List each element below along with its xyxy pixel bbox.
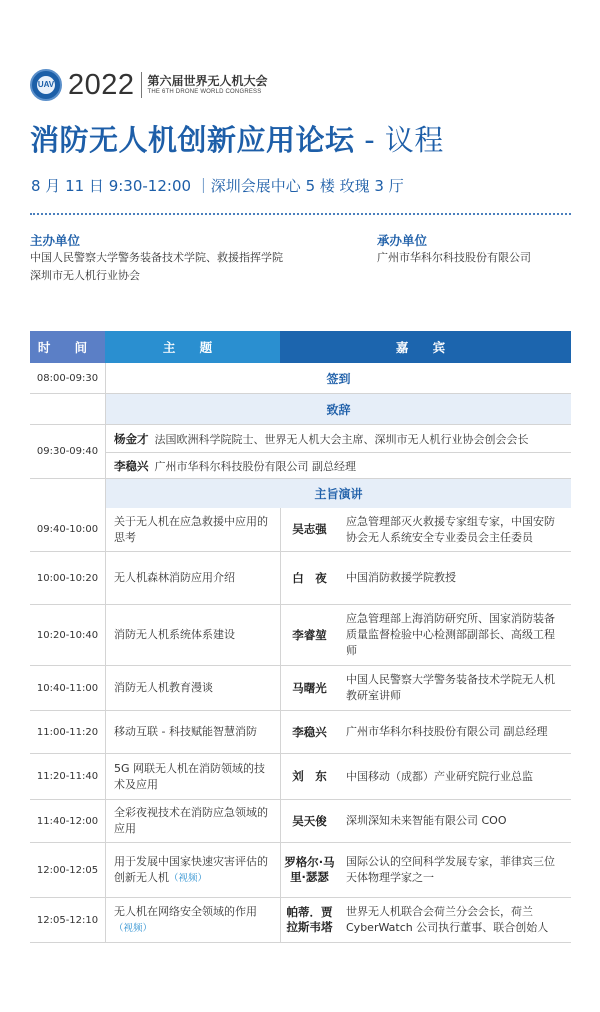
- row-topic: [105, 508, 280, 551]
- speaker-name: 李稳兴: [114, 458, 149, 473]
- co-organizer-line: 广州市华科尔科技股份有限公司: [377, 251, 531, 264]
- page-title-main: 消防无人机创新应用论坛: [30, 123, 355, 157]
- speaker-desc: 中国人民警察大学警务装备技术学院无人机教研室讲师: [346, 673, 555, 702]
- event-time-location: 8 月 11 日 9:30-12:00 ｜深圳会展中心 5 楼 玫瑰 3 厅: [31, 177, 404, 195]
- agenda-table: [30, 363, 571, 943]
- congress-name-cn: 第六届世界无人机大会: [147, 73, 268, 88]
- speaker-desc: 应急管理部灭火救援专家组专家，中国安防协会无人系统安全专业委员会主任委员: [346, 514, 555, 544]
- welcome-speaker: [106, 452, 571, 478]
- uav-logo-icon: UAV: [30, 69, 62, 101]
- table-row: [30, 665, 571, 710]
- row-time-empty: [30, 394, 105, 424]
- host-line: 中国人民警察大学警务装备技术学院、救援指挥学院: [30, 251, 283, 264]
- row-topic-text: [114, 627, 235, 643]
- row-time: 10:20-10:40: [36, 629, 99, 641]
- row-time: 11:00-11:20: [36, 726, 99, 738]
- table-row-welcome-section: [30, 393, 571, 424]
- speaker-name: 李稳兴: [280, 711, 338, 753]
- host-line: 深圳市无人机行业协会: [30, 269, 140, 282]
- row-time: 11:40-12:00: [36, 815, 99, 827]
- table-row: [30, 604, 571, 665]
- header-divider: [141, 72, 142, 98]
- speaker-name: 李睿堃: [280, 605, 338, 665]
- table-row-signin: [30, 363, 571, 393]
- row-topic: [105, 754, 280, 799]
- header-time: 时 间: [30, 331, 105, 363]
- row-time: 09:40-10:00: [36, 524, 99, 535]
- table-row: [30, 710, 571, 753]
- speaker-name: 刘 东: [280, 754, 338, 799]
- welcome-speakers: [105, 425, 571, 478]
- topic-title: 移动互联 - 科技赋能智慧消防: [114, 725, 257, 738]
- row-time: 12:05-12:10: [36, 914, 99, 926]
- signin-label: 签到: [105, 363, 571, 393]
- topic-title: 关于无人机在应急救援中应用的思考: [114, 514, 268, 544]
- row-topic-text: [114, 570, 235, 586]
- header-topic: 主 题: [105, 331, 280, 363]
- page-title: [30, 118, 444, 159]
- row-topic: [105, 800, 280, 842]
- agenda-table-header: [30, 331, 571, 363]
- speaker-name: 帕蒂．贾拉斯韦塔: [280, 898, 338, 942]
- topic-title: 消防无人机系统体系建设: [114, 628, 235, 641]
- dotted-divider: [30, 213, 571, 215]
- host-list: [30, 249, 283, 285]
- row-topic-text: [114, 904, 272, 937]
- table-row: [30, 842, 571, 897]
- table-row: [30, 753, 571, 799]
- row-time: 12:00-12:05: [36, 864, 99, 876]
- co-organizer-list: [377, 249, 531, 267]
- table-row-keynote-section: [30, 478, 571, 508]
- congress-name-en: THE 6TH DRONE WORLD CONGRESS: [147, 88, 262, 95]
- speaker-desc: 法国欧洲科学院院士、世界无人机大会主席、深圳市无人机行业协会创会会长: [154, 432, 529, 446]
- topic-title: 用于发展中国家快速灾害评估的创新无人机: [114, 854, 268, 884]
- topic-title: 消防无人机教育漫谈: [114, 681, 213, 694]
- host-label: 主办单位: [30, 233, 81, 248]
- table-row: [30, 799, 571, 842]
- row-topic-text: [114, 761, 272, 793]
- congress-name: [148, 74, 268, 97]
- row-topic: [105, 898, 280, 942]
- row-time-empty: [30, 479, 105, 508]
- row-topic: [105, 843, 280, 897]
- row-time: 09:30-09:40: [36, 446, 99, 457]
- keynote-section-label: 主旨演讲: [105, 479, 571, 508]
- congress-header: [30, 68, 268, 102]
- video-tag: （视频）: [114, 922, 153, 934]
- row-topic-text: [114, 854, 272, 887]
- table-row: [30, 508, 571, 551]
- table-row: [30, 897, 571, 942]
- row-topic-text: [114, 724, 257, 740]
- topic-title: 无人机森林消防应用介绍: [114, 571, 235, 584]
- row-topic: [105, 552, 280, 604]
- row-time: 10:40-11:00: [36, 682, 99, 694]
- speaker-desc: 世界无人机联合会荷兰分会会长，荷兰 CyberWatch 公司执行董事、联合创始人: [346, 905, 549, 934]
- co-organizer-label: 承办单位: [377, 233, 428, 248]
- row-topic: [105, 711, 280, 753]
- speaker-desc: 中国移动（成都）产业研究院行业总监: [346, 769, 533, 783]
- row-topic-text: [114, 680, 213, 696]
- topic-title: 5G 网联无人机在消防领域的技术及应用: [114, 761, 266, 791]
- welcome-speaker: [106, 425, 571, 452]
- video-tag: （视频）: [169, 872, 208, 884]
- speaker-name: 白 夜: [280, 552, 338, 604]
- congress-year: 2022: [68, 68, 135, 101]
- row-topic: [105, 666, 280, 710]
- table-row: [30, 551, 571, 604]
- welcome-section-label: 致辞: [105, 394, 571, 424]
- topic-title: 全彩夜视技术在消防应急领域的应用: [114, 806, 268, 835]
- row-time: 11:20-11:40: [36, 771, 99, 782]
- row-topic: [105, 605, 280, 665]
- speaker-name: 马曙光: [280, 666, 338, 710]
- row-time: 08:00-09:30: [36, 372, 99, 384]
- speaker-desc: 广州市华科尔科技股份有限公司 副总经理: [346, 725, 548, 738]
- speaker-desc: 应急管理部上海消防研究所、国家消防装备质量监督检验中心检测部副部长、高级工程师: [346, 612, 555, 657]
- speaker-desc: 中国消防救援学院教授: [346, 571, 456, 584]
- speaker-desc: 广州市华科尔科技股份有限公司 副总经理: [154, 459, 356, 473]
- speaker-name: 吴天俊: [280, 800, 338, 842]
- speaker-name: 罗格尔·马里·瑟瑟: [280, 843, 338, 897]
- header-guest: 嘉 宾: [280, 331, 571, 363]
- speaker-desc: 深圳深知未来智能有限公司 COO: [346, 814, 507, 827]
- topic-title: 无人机在网络安全领域的作用: [114, 904, 257, 918]
- row-topic-text: [114, 805, 272, 837]
- row-time: 10:00-10:20: [36, 572, 99, 584]
- table-row-welcome: [30, 424, 571, 478]
- speaker-desc: 国际公认的空间科学发展专家，菲律宾三位天体物理学家之一: [346, 855, 555, 884]
- speaker-name: 吴志强: [280, 508, 338, 551]
- speaker-name: 杨金才: [114, 431, 149, 446]
- page-title-suffix: - 议程: [354, 123, 444, 157]
- row-topic-text: [114, 514, 272, 546]
